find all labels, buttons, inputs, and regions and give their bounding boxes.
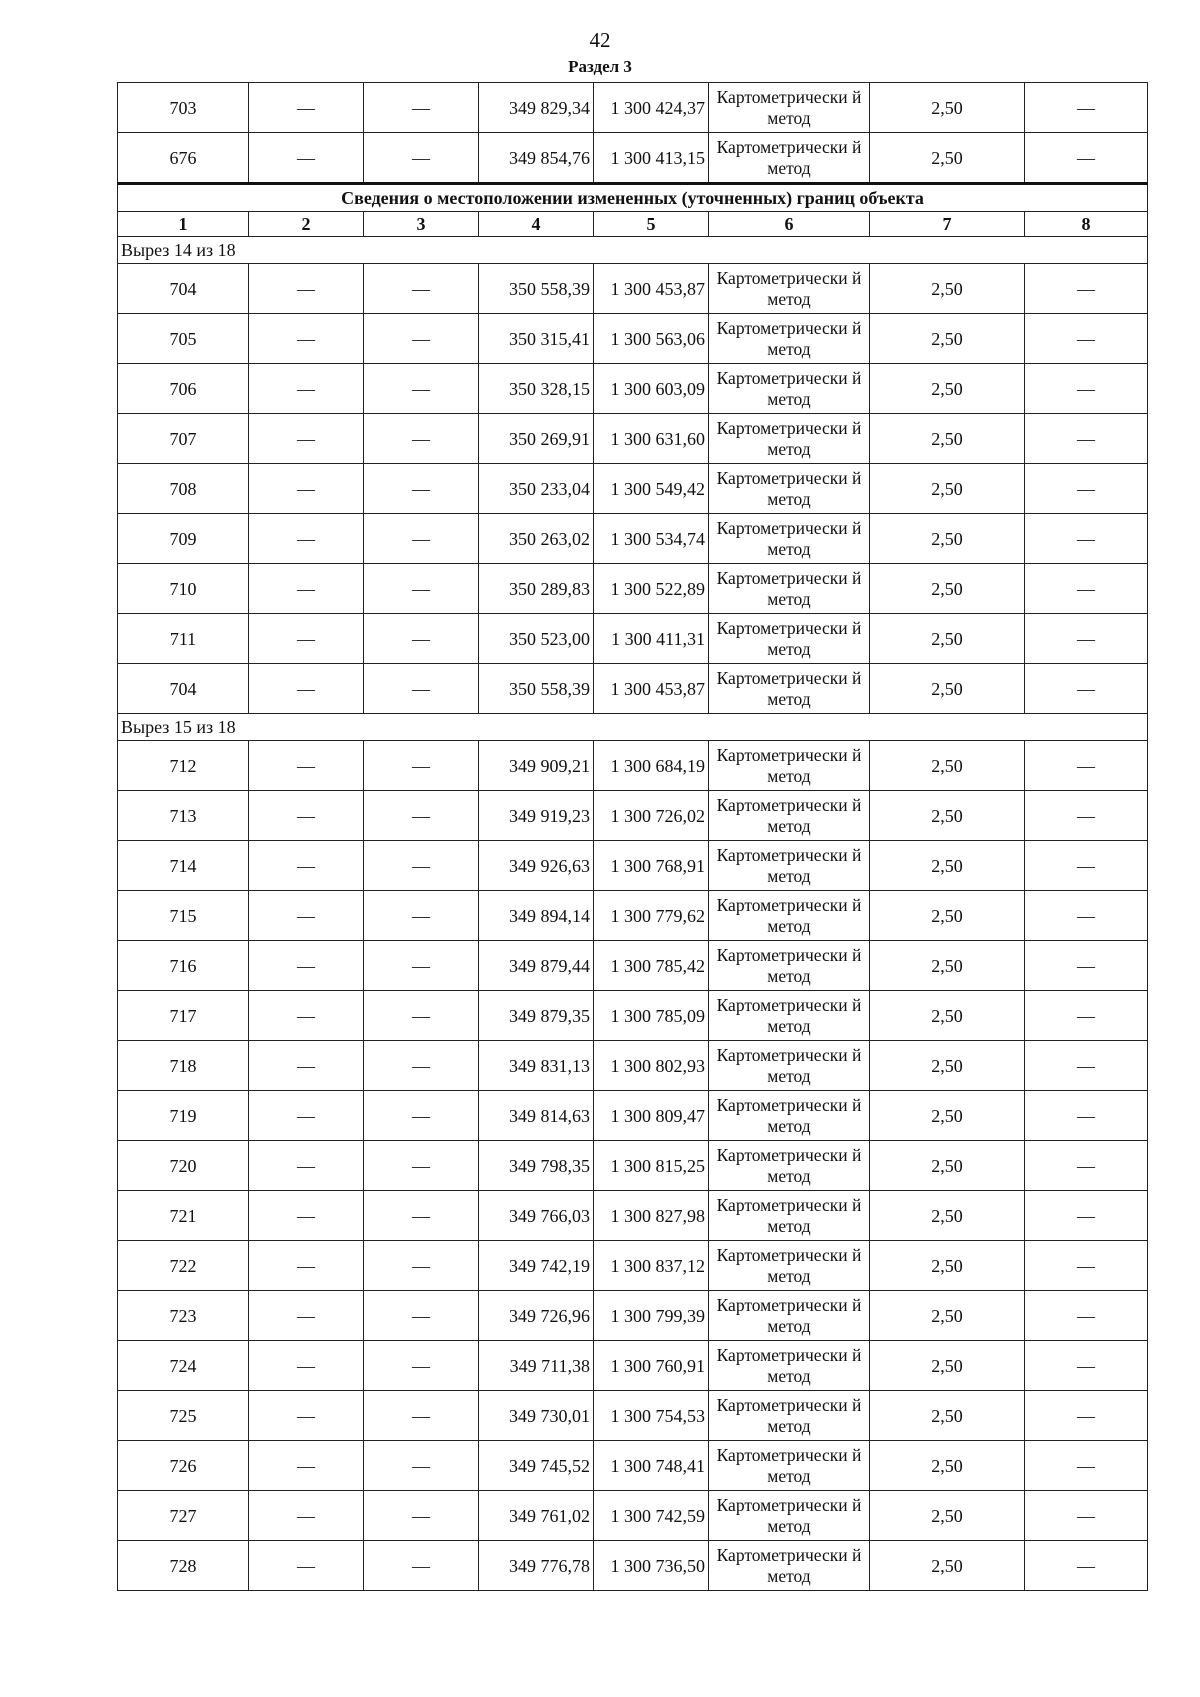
accuracy-cell: 2,50 (870, 941, 1025, 991)
group-title: Вырез 14 из 18 (118, 237, 1148, 264)
method-cell: Картометрически й метод (709, 1241, 870, 1291)
col3-cell: — (364, 314, 479, 364)
col3-cell: — (364, 614, 479, 664)
table-row (118, 364, 1148, 414)
x-coordinate-cell: 349 776,78 (479, 1541, 594, 1591)
table-row (118, 83, 1148, 133)
table-row (118, 1041, 1148, 1091)
method-cell: Картометрически й метод (709, 791, 870, 841)
table-row (118, 664, 1148, 714)
accuracy-cell: 2,50 (870, 1041, 1025, 1091)
y-coordinate-cell: 1 300 563,06 (594, 314, 709, 364)
point-number-cell: 718 (118, 1041, 249, 1091)
col3-cell: — (364, 1091, 479, 1141)
table-row (118, 791, 1148, 841)
x-coordinate-cell: 349 909,21 (479, 741, 594, 791)
col2-cell: — (249, 1041, 364, 1091)
point-number-cell: 704 (118, 264, 249, 314)
method-cell: Картометрически й метод (709, 891, 870, 941)
x-coordinate-cell: 349 829,34 (479, 83, 594, 133)
page-number: 42 (589, 28, 611, 52)
column-number: 3 (364, 212, 479, 237)
col8-cell: — (1025, 664, 1148, 714)
method-cell: Картометрически й метод (709, 364, 870, 414)
y-coordinate-cell: 1 300 809,47 (594, 1091, 709, 1141)
x-coordinate-cell: 349 798,35 (479, 1141, 594, 1191)
accuracy-cell: 2,50 (870, 1091, 1025, 1141)
col2-cell: — (249, 1441, 364, 1491)
col8-cell: — (1025, 514, 1148, 564)
x-coordinate-cell: 349 879,44 (479, 941, 594, 991)
coordinates-table (117, 82, 1148, 1591)
col8-cell: — (1025, 1491, 1148, 1541)
col8-cell: — (1025, 1441, 1148, 1491)
point-number-cell: 706 (118, 364, 249, 414)
table-row (118, 614, 1148, 664)
col2-cell: — (249, 614, 364, 664)
method-cell: Картометрически й метод (709, 83, 870, 133)
accuracy-cell: 2,50 (870, 614, 1025, 664)
method-cell: Картометрически й метод (709, 841, 870, 891)
point-number-cell: 703 (118, 83, 249, 133)
point-number-cell: 704 (118, 664, 249, 714)
method-cell: Картометрически й метод (709, 414, 870, 464)
table-row (118, 741, 1148, 791)
column-number: 8 (1025, 212, 1148, 237)
col3-cell: — (364, 264, 479, 314)
col2-cell: — (249, 314, 364, 364)
accuracy-cell: 2,50 (870, 264, 1025, 314)
y-coordinate-cell: 1 300 779,62 (594, 891, 709, 941)
col2-cell: — (249, 264, 364, 314)
accuracy-cell: 2,50 (870, 464, 1025, 514)
section-title: Раздел 3 (568, 57, 632, 76)
col8-cell: — (1025, 264, 1148, 314)
y-coordinate-cell: 1 300 760,91 (594, 1341, 709, 1391)
accuracy-cell: 2,50 (870, 1391, 1025, 1441)
y-coordinate-cell: 1 300 742,59 (594, 1491, 709, 1541)
col8-cell: — (1025, 83, 1148, 133)
col2-cell: — (249, 991, 364, 1041)
table-row (118, 514, 1148, 564)
point-number-cell: 709 (118, 514, 249, 564)
accuracy-cell: 2,50 (870, 1341, 1025, 1391)
accuracy-cell: 2,50 (870, 991, 1025, 1041)
x-coordinate-cell: 349 766,03 (479, 1191, 594, 1241)
column-numbers-row (118, 212, 1148, 237)
col3-cell: — (364, 1491, 479, 1541)
table-row (118, 1491, 1148, 1541)
method-cell: Картометрически й метод (709, 564, 870, 614)
col3-cell: — (364, 1041, 479, 1091)
method-cell: Картометрически й метод (709, 1291, 870, 1341)
method-cell: Картометрически й метод (709, 664, 870, 714)
col3-cell: — (364, 564, 479, 614)
accuracy-cell: 2,50 (870, 1191, 1025, 1241)
accuracy-cell: 2,50 (870, 791, 1025, 841)
table-row (118, 1091, 1148, 1141)
col8-cell: — (1025, 133, 1148, 184)
table-caption: Сведения о местоположении измененных (уточненных) границ объекта (118, 184, 1148, 212)
col3-cell: — (364, 414, 479, 464)
column-number: 4 (479, 212, 594, 237)
method-cell: Картометрически й метод (709, 1341, 870, 1391)
col2-cell: — (249, 791, 364, 841)
column-number: 5 (594, 212, 709, 237)
table-row (118, 564, 1148, 614)
point-number-cell: 719 (118, 1091, 249, 1141)
col8-cell: — (1025, 1041, 1148, 1091)
col3-cell: — (364, 664, 479, 714)
column-number: 6 (709, 212, 870, 237)
method-cell: Картометрически й метод (709, 741, 870, 791)
point-number-cell: 727 (118, 1491, 249, 1541)
point-number-cell: 705 (118, 314, 249, 364)
group-row (118, 714, 1148, 741)
group-title: Вырез 15 из 18 (118, 714, 1148, 741)
y-coordinate-cell: 1 300 748,41 (594, 1441, 709, 1491)
col8-cell: — (1025, 314, 1148, 364)
accuracy-cell: 2,50 (870, 841, 1025, 891)
x-coordinate-cell: 350 523,00 (479, 614, 594, 664)
x-coordinate-cell: 350 315,41 (479, 314, 594, 364)
col8-cell: — (1025, 841, 1148, 891)
column-number: 1 (118, 212, 249, 237)
accuracy-cell: 2,50 (870, 1291, 1025, 1341)
x-coordinate-cell: 349 814,63 (479, 1091, 594, 1141)
x-coordinate-cell: 349 761,02 (479, 1491, 594, 1541)
x-coordinate-cell: 350 558,39 (479, 264, 594, 314)
col2-cell: — (249, 1391, 364, 1441)
y-coordinate-cell: 1 300 603,09 (594, 364, 709, 414)
col8-cell: — (1025, 941, 1148, 991)
x-coordinate-cell: 349 879,35 (479, 991, 594, 1041)
col3-cell: — (364, 1391, 479, 1441)
col8-cell: — (1025, 741, 1148, 791)
table-row (118, 1241, 1148, 1291)
accuracy-cell: 2,50 (870, 1541, 1025, 1591)
y-coordinate-cell: 1 300 736,50 (594, 1541, 709, 1591)
point-number-cell: 714 (118, 841, 249, 891)
method-cell: Картометрически й метод (709, 514, 870, 564)
point-number-cell: 726 (118, 1441, 249, 1491)
col2-cell: — (249, 664, 364, 714)
col2-cell: — (249, 1241, 364, 1291)
method-cell: Картометрически й метод (709, 1091, 870, 1141)
col8-cell: — (1025, 414, 1148, 464)
col2-cell: — (249, 841, 364, 891)
table-row (118, 464, 1148, 514)
col3-cell: — (364, 1191, 479, 1241)
table-row (118, 1541, 1148, 1591)
col3-cell: — (364, 1341, 479, 1391)
table-row (118, 1141, 1148, 1191)
accuracy-cell: 2,50 (870, 83, 1025, 133)
point-number-cell: 720 (118, 1141, 249, 1191)
group-row (118, 237, 1148, 264)
col3-cell: — (364, 791, 479, 841)
accuracy-cell: 2,50 (870, 364, 1025, 414)
col3-cell: — (364, 741, 479, 791)
col3-cell: — (364, 514, 479, 564)
col2-cell: — (249, 891, 364, 941)
table-row (118, 841, 1148, 891)
x-coordinate-cell: 350 269,91 (479, 414, 594, 464)
col2-cell: — (249, 1191, 364, 1241)
col3-cell: — (364, 1291, 479, 1341)
col2-cell: — (249, 1541, 364, 1591)
table-row (118, 1291, 1148, 1341)
method-cell: Картометрически й метод (709, 1041, 870, 1091)
point-number-cell: 676 (118, 133, 249, 184)
x-coordinate-cell: 350 289,83 (479, 564, 594, 614)
col8-cell: — (1025, 564, 1148, 614)
col2-cell: — (249, 741, 364, 791)
col8-cell: — (1025, 1241, 1148, 1291)
table-row (118, 133, 1148, 184)
point-number-cell: 707 (118, 414, 249, 464)
table-row (118, 941, 1148, 991)
column-number: 7 (870, 212, 1025, 237)
y-coordinate-cell: 1 300 534,74 (594, 514, 709, 564)
accuracy-cell: 2,50 (870, 514, 1025, 564)
col3-cell: — (364, 83, 479, 133)
x-coordinate-cell: 349 926,63 (479, 841, 594, 891)
col8-cell: — (1025, 1141, 1148, 1191)
y-coordinate-cell: 1 300 549,42 (594, 464, 709, 514)
x-coordinate-cell: 349 854,76 (479, 133, 594, 184)
y-coordinate-cell: 1 300 413,15 (594, 133, 709, 184)
accuracy-cell: 2,50 (870, 741, 1025, 791)
y-coordinate-cell: 1 300 726,02 (594, 791, 709, 841)
table-caption-row (118, 184, 1148, 212)
point-number-cell: 728 (118, 1541, 249, 1591)
y-coordinate-cell: 1 300 799,39 (594, 1291, 709, 1341)
y-coordinate-cell: 1 300 768,91 (594, 841, 709, 891)
method-cell: Картометрически й метод (709, 941, 870, 991)
col8-cell: — (1025, 1191, 1148, 1241)
method-cell: Картометрически й метод (709, 133, 870, 184)
method-cell: Картометрически й метод (709, 991, 870, 1041)
y-coordinate-cell: 1 300 785,09 (594, 991, 709, 1041)
accuracy-cell: 2,50 (870, 314, 1025, 364)
x-coordinate-cell: 349 726,96 (479, 1291, 594, 1341)
accuracy-cell: 2,50 (870, 133, 1025, 184)
x-coordinate-cell: 350 558,39 (479, 664, 594, 714)
table-row (118, 314, 1148, 364)
table-row (118, 1341, 1148, 1391)
point-number-cell: 715 (118, 891, 249, 941)
point-number-cell: 713 (118, 791, 249, 841)
col2-cell: — (249, 1291, 364, 1341)
y-coordinate-cell: 1 300 453,87 (594, 264, 709, 314)
point-number-cell: 712 (118, 741, 249, 791)
method-cell: Картометрически й метод (709, 264, 870, 314)
col3-cell: — (364, 464, 479, 514)
y-coordinate-cell: 1 300 453,87 (594, 664, 709, 714)
table-row (118, 1191, 1148, 1241)
accuracy-cell: 2,50 (870, 1241, 1025, 1291)
col3-cell: — (364, 1241, 479, 1291)
point-number-cell: 721 (118, 1191, 249, 1241)
y-coordinate-cell: 1 300 802,93 (594, 1041, 709, 1091)
accuracy-cell: 2,50 (870, 1141, 1025, 1191)
table-row (118, 1391, 1148, 1441)
col8-cell: — (1025, 891, 1148, 941)
point-number-cell: 716 (118, 941, 249, 991)
y-coordinate-cell: 1 300 815,25 (594, 1141, 709, 1191)
x-coordinate-cell: 350 233,04 (479, 464, 594, 514)
col3-cell: — (364, 991, 479, 1041)
accuracy-cell: 2,50 (870, 1441, 1025, 1491)
y-coordinate-cell: 1 300 684,19 (594, 741, 709, 791)
col2-cell: — (249, 83, 364, 133)
col3-cell: — (364, 941, 479, 991)
col2-cell: — (249, 464, 364, 514)
col3-cell: — (364, 364, 479, 414)
y-coordinate-cell: 1 300 424,37 (594, 83, 709, 133)
col8-cell: — (1025, 991, 1148, 1041)
col8-cell: — (1025, 364, 1148, 414)
method-cell: Картометрически й метод (709, 1441, 870, 1491)
point-number-cell: 722 (118, 1241, 249, 1291)
col3-cell: — (364, 1441, 479, 1491)
x-coordinate-cell: 349 831,13 (479, 1041, 594, 1091)
col3-cell: — (364, 1541, 479, 1591)
method-cell: Картометрически й метод (709, 1491, 870, 1541)
accuracy-cell: 2,50 (870, 664, 1025, 714)
col8-cell: — (1025, 1391, 1148, 1441)
col2-cell: — (249, 564, 364, 614)
table-row (118, 414, 1148, 464)
y-coordinate-cell: 1 300 631,60 (594, 414, 709, 464)
point-number-cell: 723 (118, 1291, 249, 1341)
col2-cell: — (249, 514, 364, 564)
col2-cell: — (249, 1141, 364, 1191)
col3-cell: — (364, 1141, 479, 1191)
method-cell: Картометрически й метод (709, 464, 870, 514)
table-row (118, 991, 1148, 1041)
col2-cell: — (249, 414, 364, 464)
point-number-cell: 717 (118, 991, 249, 1041)
point-number-cell: 710 (118, 564, 249, 614)
col8-cell: — (1025, 1541, 1148, 1591)
method-cell: Картометрически й метод (709, 614, 870, 664)
x-coordinate-cell: 350 328,15 (479, 364, 594, 414)
y-coordinate-cell: 1 300 754,53 (594, 1391, 709, 1441)
col2-cell: — (249, 364, 364, 414)
col8-cell: — (1025, 464, 1148, 514)
x-coordinate-cell: 349 919,23 (479, 791, 594, 841)
col8-cell: — (1025, 614, 1148, 664)
col2-cell: — (249, 1091, 364, 1141)
col2-cell: — (249, 941, 364, 991)
point-number-cell: 711 (118, 614, 249, 664)
col8-cell: — (1025, 1091, 1148, 1141)
x-coordinate-cell: 349 711,38 (479, 1341, 594, 1391)
x-coordinate-cell: 349 745,52 (479, 1441, 594, 1491)
col2-cell: — (249, 133, 364, 184)
point-number-cell: 725 (118, 1391, 249, 1441)
table-row (118, 891, 1148, 941)
y-coordinate-cell: 1 300 411,31 (594, 614, 709, 664)
method-cell: Картометрически й метод (709, 1141, 870, 1191)
col2-cell: — (249, 1491, 364, 1541)
col8-cell: — (1025, 1291, 1148, 1341)
col3-cell: — (364, 891, 479, 941)
col2-cell: — (249, 1341, 364, 1391)
y-coordinate-cell: 1 300 785,42 (594, 941, 709, 991)
col3-cell: — (364, 841, 479, 891)
y-coordinate-cell: 1 300 837,12 (594, 1241, 709, 1291)
x-coordinate-cell: 349 742,19 (479, 1241, 594, 1291)
method-cell: Картометрически й метод (709, 314, 870, 364)
x-coordinate-cell: 349 730,01 (479, 1391, 594, 1441)
point-number-cell: 724 (118, 1341, 249, 1391)
x-coordinate-cell: 349 894,14 (479, 891, 594, 941)
point-number-cell: 708 (118, 464, 249, 514)
column-number: 2 (249, 212, 364, 237)
table-row (118, 264, 1148, 314)
method-cell: Картометрически й метод (709, 1391, 870, 1441)
accuracy-cell: 2,50 (870, 891, 1025, 941)
method-cell: Картометрически й метод (709, 1541, 870, 1591)
accuracy-cell: 2,50 (870, 564, 1025, 614)
method-cell: Картометрически й метод (709, 1191, 870, 1241)
y-coordinate-cell: 1 300 827,98 (594, 1191, 709, 1241)
table-body (118, 83, 1148, 1591)
col8-cell: — (1025, 791, 1148, 841)
y-coordinate-cell: 1 300 522,89 (594, 564, 709, 614)
table-row (118, 1441, 1148, 1491)
x-coordinate-cell: 350 263,02 (479, 514, 594, 564)
col8-cell: — (1025, 1341, 1148, 1391)
accuracy-cell: 2,50 (870, 1491, 1025, 1541)
accuracy-cell: 2,50 (870, 414, 1025, 464)
col3-cell: — (364, 133, 479, 184)
